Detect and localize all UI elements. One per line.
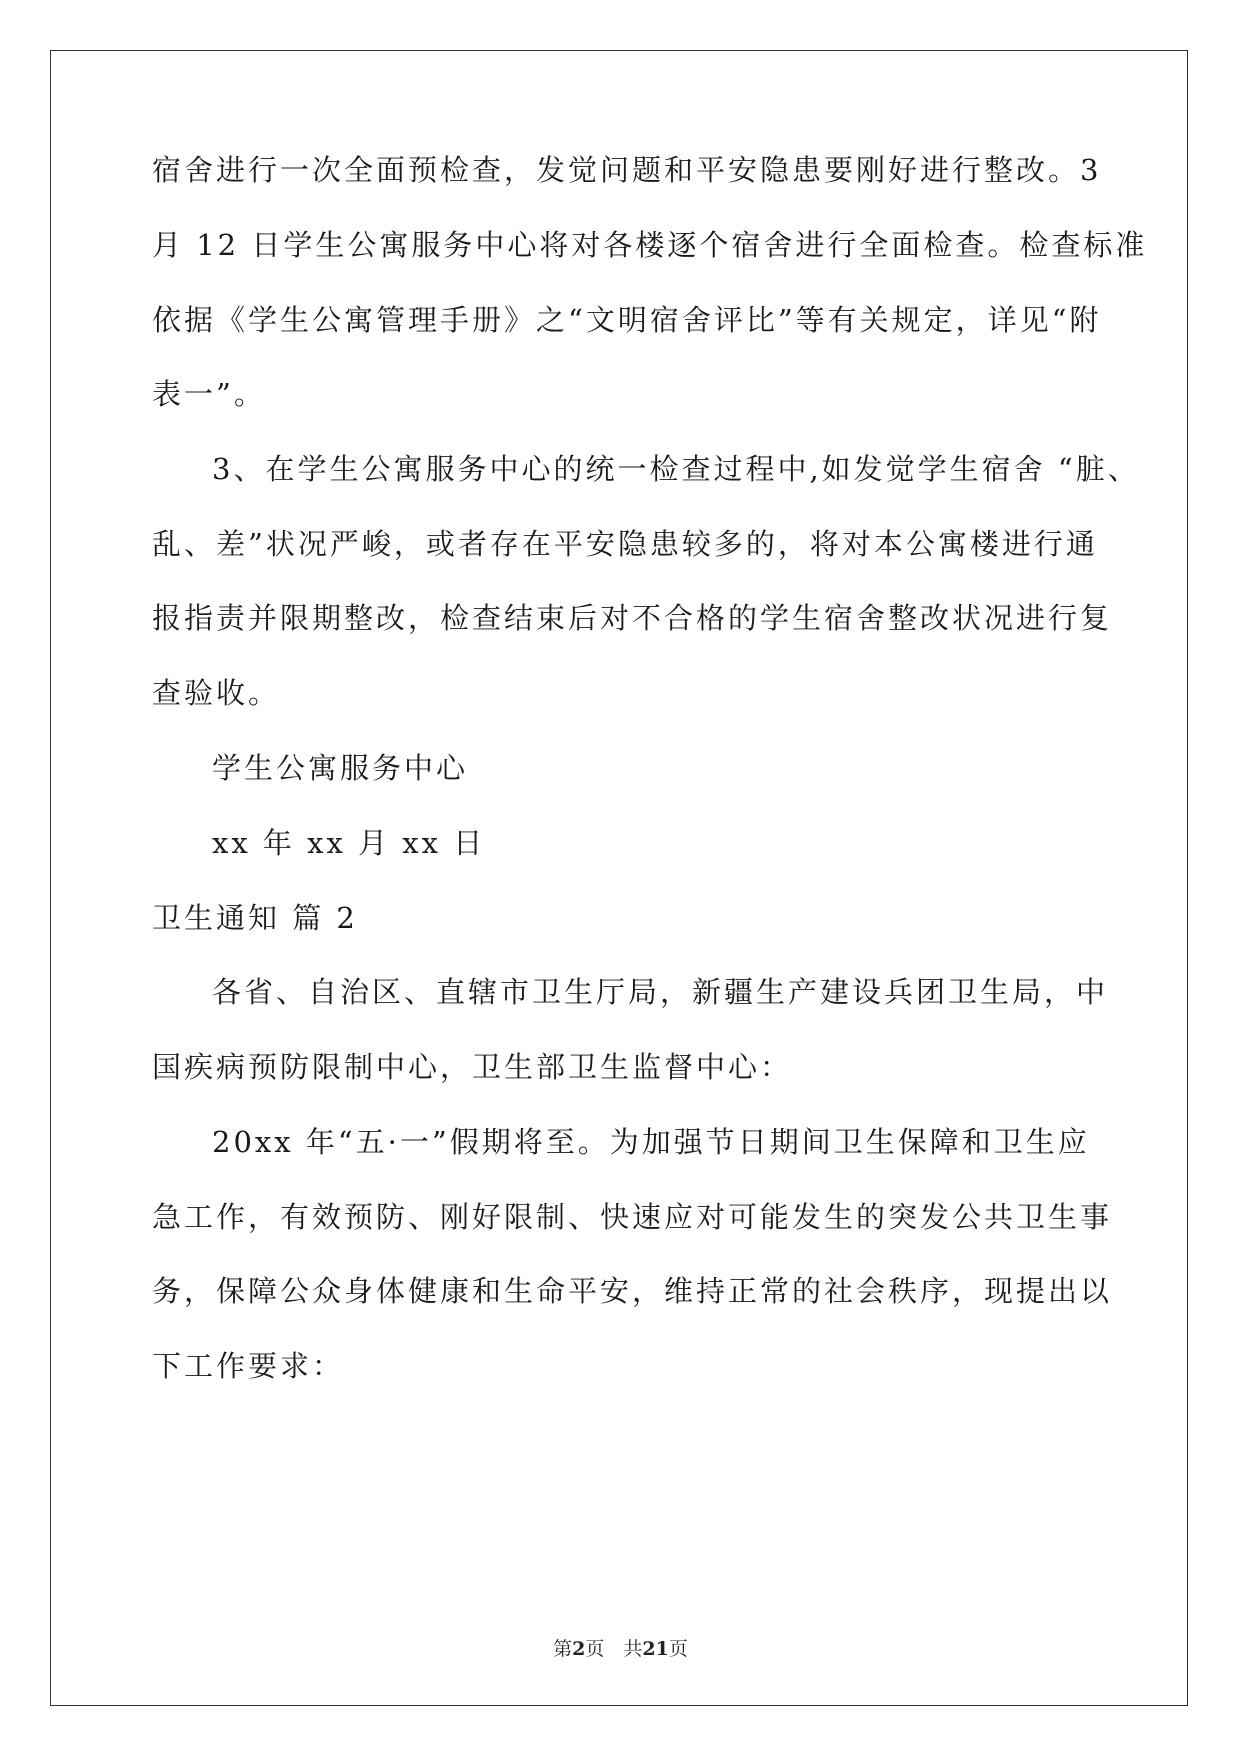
paragraph-line: 急工作，有效预防、刚好限制、快速应对可能发生的突发公共卫生事 — [152, 1200, 1113, 1234]
signature-org: 学生公寓服务中心 — [212, 751, 469, 785]
current-page-number: 2 — [572, 1638, 586, 1660]
signature-date: xx 年 xx 月 xx 日 — [212, 826, 486, 860]
paragraph-line: 报指责并限期整改，检查结束后对不合格的学生宿舍整改状况进行复 — [152, 601, 1113, 635]
paragraph-line: 国疾病预防限制中心，卫生部卫生监督中心： — [152, 1050, 793, 1084]
paragraph-line: 查验收。 — [152, 676, 281, 710]
paragraph-line: 表一”。 — [152, 377, 266, 411]
paragraph-line: 20xx 年“五·一”假期将至。为加强节日期间卫生保障和卫生应 — [212, 1125, 1090, 1159]
paragraph-line: 下工作要求： — [152, 1349, 345, 1383]
footer-mid: 页 共 — [585, 1638, 643, 1660]
paragraph-line: 乱、差”状况严峻，或者存在平安隐患较多的，将对本公寓楼进行通 — [152, 527, 1098, 561]
total-page-number: 21 — [642, 1638, 669, 1660]
paragraph-line: 依据《学生公寓管理手册》之“文明宿舍评比”等有关规定，详见“附 — [152, 303, 1102, 337]
paragraph-line: 务，保障公众身体健康和生命平安，维持正常的社会秩序，现提出以 — [152, 1274, 1113, 1308]
page-border — [50, 50, 1188, 1706]
paragraph-line: 月 12 日学生公寓服务中心将对各楼逐个宿舍进行全面检查。检查标准 — [152, 228, 1148, 262]
paragraph-line: 各省、自治区、直辖市卫生厅局，新疆生产建设兵团卫生局，中 — [212, 975, 1109, 1009]
paragraph-line: 宿舍进行一次全面预检查，发觉问题和平安隐患要刚好进行整改。3 — [152, 153, 1102, 187]
paragraph-line: 3、在学生公寓服务中心的统一检查过程中,如发觉学生宿舍 “脏、 — [212, 452, 1140, 486]
footer-suffix: 页 — [668, 1638, 688, 1660]
section-heading: 卫生通知 篇 2 — [152, 901, 358, 935]
page-footer — [0, 1634, 1241, 1661]
footer-prefix: 第 — [553, 1638, 573, 1660]
